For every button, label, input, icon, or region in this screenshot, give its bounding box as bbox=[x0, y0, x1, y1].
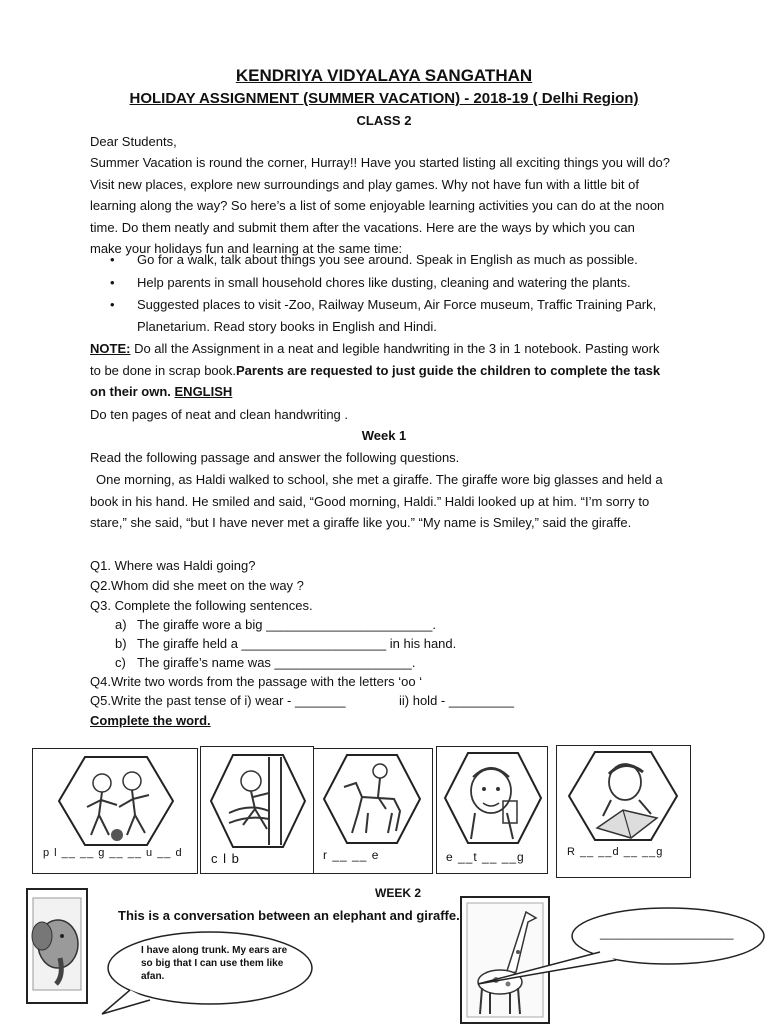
elephant-speech-text: I have along trunk. My ears are so big that I can use them like afan. bbox=[141, 945, 288, 982]
elephant-icon bbox=[30, 896, 84, 992]
word-clue: c l b bbox=[211, 851, 240, 866]
question-5-part-2: ii) hold - _________ bbox=[399, 693, 514, 708]
word-card-play-ground bbox=[32, 748, 198, 874]
week1-instruction: Read the following passage and answer the following questions. bbox=[90, 450, 460, 465]
question-3b: b) The giraffe held a ____________________ in his hand. bbox=[115, 636, 457, 651]
child-climbing-tree-icon bbox=[209, 753, 307, 849]
intro-paragraph: Summer Vacation is round the corner, Hurray!! Have you started listing all exciting things you will do? Visit new places, explore new surroundings and play games. Why not have fun with a little bit of learning along the way? So here’s a list of some enjoyable learning activities you can do at the noon time. Do them neatly and submit them after the vacations. Here are the ways by which you can make your holidays fun and learning at the same time: bbox=[90, 155, 670, 256]
word-clue: R __ __d __ __g bbox=[567, 846, 664, 858]
week1-heading: Week 1 bbox=[361, 428, 407, 443]
word-clue: r __ __ e bbox=[323, 848, 380, 862]
word-clue: e __t __ __g bbox=[446, 850, 525, 864]
question-1: Q1. Where was Haldi going? bbox=[90, 558, 256, 573]
week2-heading: WEEK 2 bbox=[375, 886, 422, 900]
class-label: CLASS 2 bbox=[356, 113, 412, 128]
word-card-ride bbox=[313, 748, 433, 874]
note-paragraph: NOTE: Do all the Assignment in a neat and legible handwriting in the 3 in 1 notebook. Pasting work to be done in scrap book.Parents are requested to just guide the children to complete the task on their own. ENGLISH bbox=[90, 341, 661, 399]
boy-riding-horse-icon bbox=[322, 753, 422, 845]
question-2: Q2.Whom did she meet on the way ? bbox=[90, 578, 304, 593]
word-card-eating bbox=[436, 746, 548, 874]
complete-word-heading: Complete the word. bbox=[90, 713, 211, 728]
bullet-item: • Go for a walk, talk about things you see around. Speak in English as much as possible. bbox=[113, 249, 673, 271]
question-5-part-1: Q5.Write the past tense of i) wear - _______ bbox=[90, 693, 346, 708]
boy-reading-book-icon bbox=[567, 750, 679, 842]
word-clue: p l __ __ g __ __ u __ d bbox=[43, 847, 183, 859]
question-3a: a) The giraffe wore a big _______________________. bbox=[115, 617, 437, 632]
assignment-title: HOLIDAY ASSIGNMENT (SUMMER VACATION) - 2018-19 ( Delhi Region) bbox=[129, 90, 639, 107]
word-card-climb bbox=[200, 746, 314, 874]
greeting: Dear Students, bbox=[90, 134, 177, 149]
question-4: Q4.Write two words from the passage with the letters ‘oo ‘ bbox=[90, 674, 423, 689]
week2-instruction: This is a conversation between an elephant and giraffe. bbox=[118, 908, 460, 923]
document-org-title: KENDRIYA VIDYALAYA SANGATHAN bbox=[235, 66, 533, 85]
reading-passage: One morning, as Haldi walked to school, she met a giraffe. The giraffe wore big glasses and held a book in his hand. He smiled and said, “Good morning, Haldi.” Haldi looked up at him. “I’m sorry to stare,” she said, “but I have never met a giraffe like you.” “My name is Smiley,” said the giraffe. bbox=[90, 472, 663, 530]
giraffe-speech-bubble bbox=[472, 904, 768, 994]
bullet-item: • Suggested places to visit -Zoo, Railway Museum, Air Force museum, Traffic Training Park, Planetarium. Read story books in English and Hindi. bbox=[113, 294, 658, 337]
children-playing-football-icon bbox=[57, 755, 175, 847]
question-3: Q3. Complete the following sentences. bbox=[90, 598, 313, 613]
elephant-picture-frame bbox=[26, 888, 88, 1004]
boy-eating-icon bbox=[443, 751, 543, 845]
bullet-item: • Help parents in small household chores like dusting, cleaning and watering the plants. bbox=[113, 272, 673, 294]
giraffe-speech-blank: ____________________ bbox=[600, 926, 734, 940]
handwriting-task: Do ten pages of neat and clean handwriting . bbox=[90, 407, 349, 422]
word-card-reading bbox=[556, 745, 691, 878]
question-3c: c) The giraffe’s name was ___________________. bbox=[115, 655, 416, 670]
